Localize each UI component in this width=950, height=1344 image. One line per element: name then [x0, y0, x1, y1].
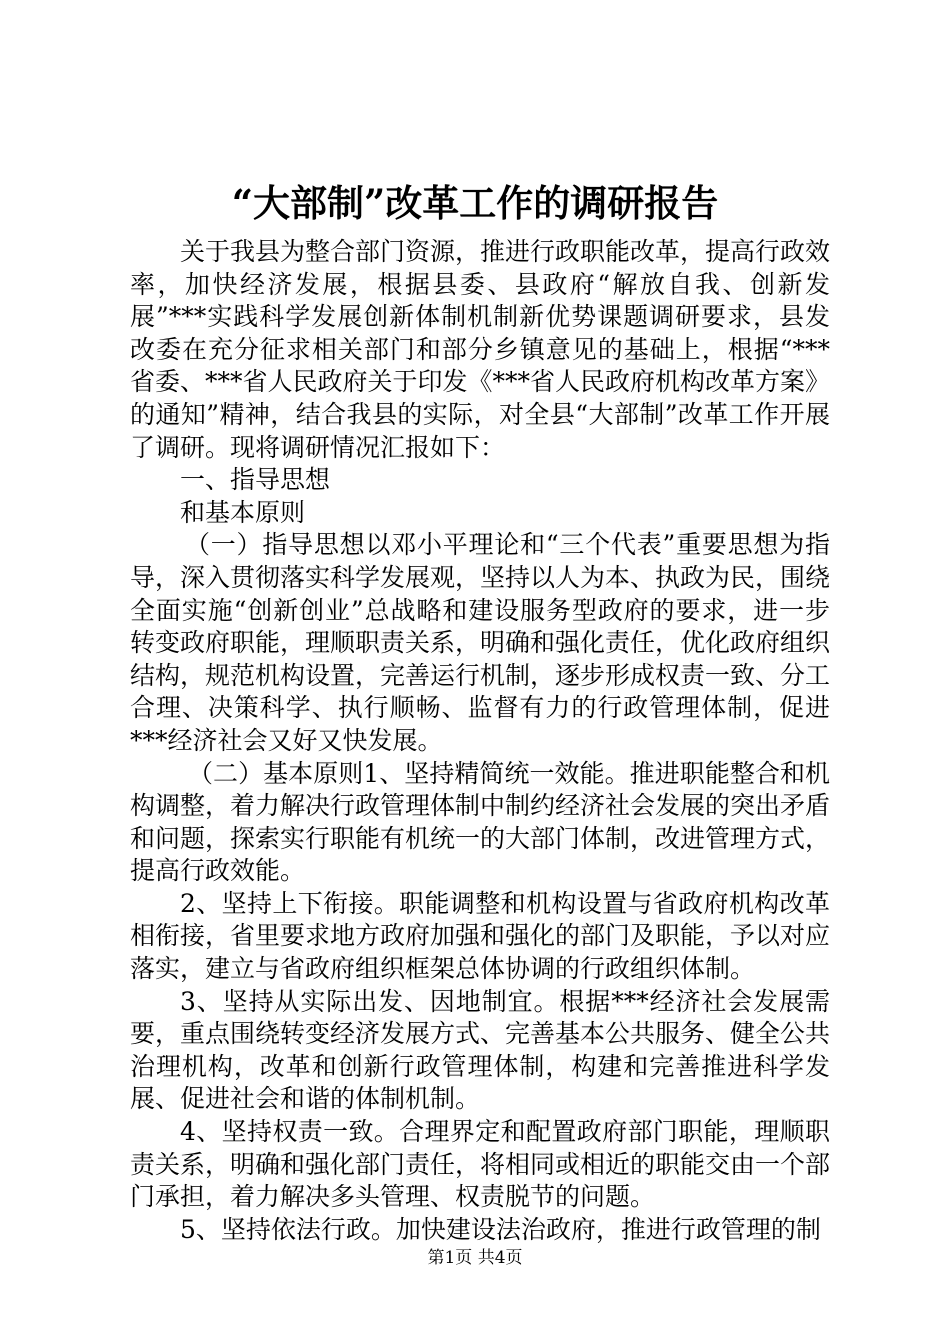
paragraph-intro: 关于我县为整合部门资源，推进行政职能改革，提高行政效率，加快经济发展，根据县委、县政府“解放自我、创新发展”***实践科学发展创新体制机制新优势课题调研要求，县发改委在充分征求相关部门和部分乡镇意见的基础上，根据“***省委、***省人民政府关于印发《***省人民政府机构改革方案》的通知”精神，结合我县的实际，对全县“大部制”改革工作开展了调研。现将调研情况汇报如下： — [130, 237, 831, 462]
paragraph-principle-4: 4、坚持权责一致。合理界定和配置政府部门职能，理顺职责关系，明确和强化部门责任，将相同或相近的职能交由一个部门承担，着力解决多头管理、权责脱节的问题。 — [130, 1117, 831, 1212]
paragraph-principle-5: 5、坚持依法行政。加快建设法治政府，推进行政管理的制 — [180, 1214, 821, 1244]
paragraph-principle-2: 2、坚持上下衔接。职能调整和机构设置与省政府机构改革相衔接，省里要求地方政府加强和强化的部门及职能，予以对应落实，建立与省政府组织框架总体协调的行政组织体制。 — [130, 888, 831, 984]
document-body — [130, 236, 830, 1246]
paragraph-basic-principles: （二）基本原则1、坚持精简统一效能。推进职能整合和机构调整，着力解决行政管理体制中制约经济社会发展的突出矛盾和问题，探索实行职能有机统一的大部门体制，改进管理方式，提高行政效能。 — [130, 758, 831, 886]
heading-basic-principles: 和基本原则 — [180, 497, 306, 527]
heading-guiding-ideology: 一、指导思想 — [180, 465, 331, 495]
document-title: “大部制”改革工作的调研报告 — [231, 181, 719, 225]
paragraph-guiding-ideology: （一）指导思想以邓小平理论和“三个代表”重要思想为指导，深入贯彻落实科学发展观，坚持以人为本、执政为民，围绕全面实施“创新创业”总战略和建设服务型政府的要求，进一步转变政府职能，理顺职责关系，明确和强化责任，优化政府组织结构，规范机构设置，完善运行机制，逐步形成权责一致、分工合理、决策科学、执行顺畅、监督有力的行政管理体制，促进***经济社会又好又快发展。 — [130, 530, 831, 755]
paragraph-principle-3: 3、坚持从实际出发、因地制宜。根据***经济社会发展需要，重点围绕转变经济发展方式、完善基本公共服务、健全公共治理机构，改革和创新行政管理体制，构建和完善推进科学发展、促进社会和谐的体制机制。 — [130, 986, 831, 1114]
page-number-footer: 第1页 共4页 — [427, 1248, 523, 1268]
